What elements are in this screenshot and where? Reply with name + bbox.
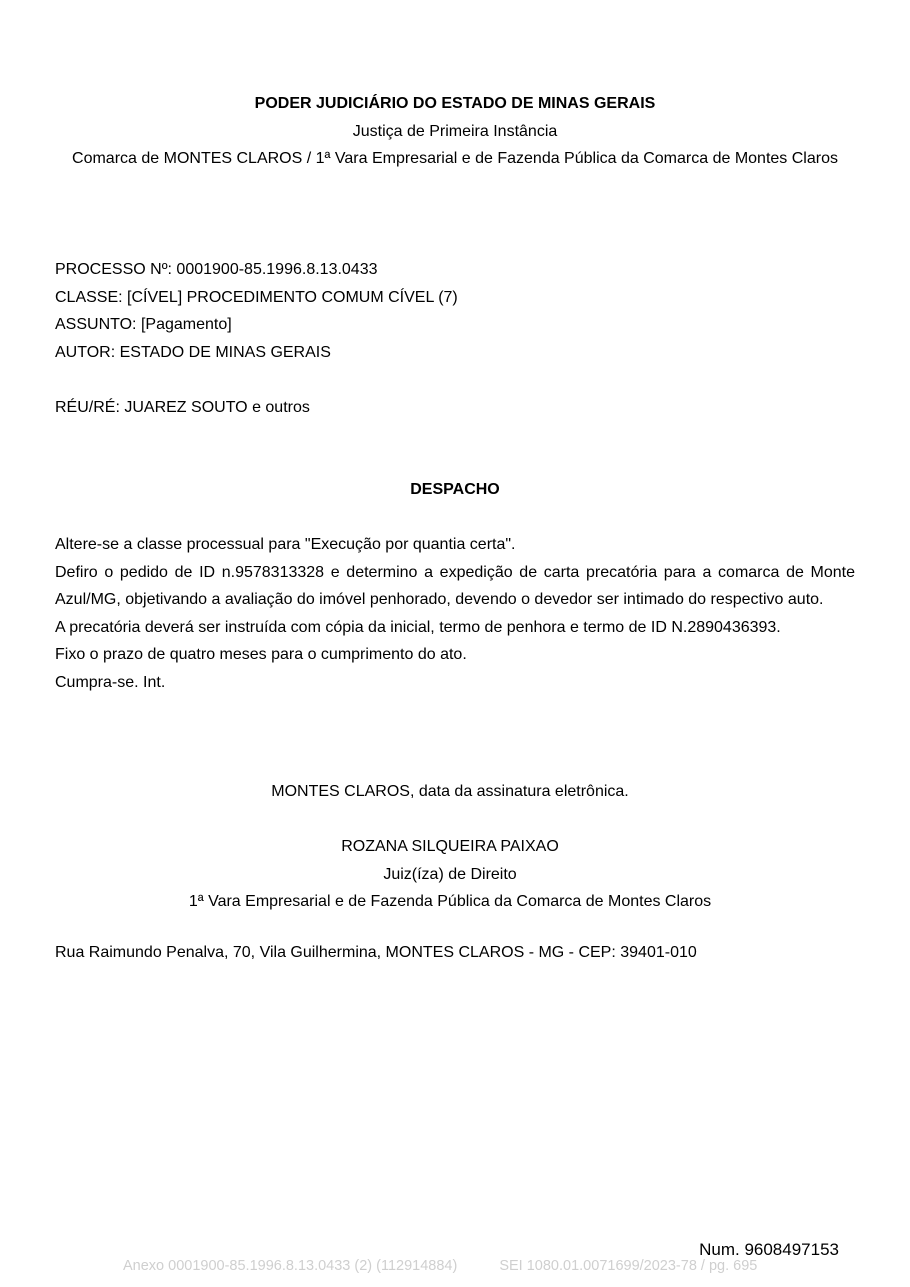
judge-name: ROZANA SILQUEIRA PAIXAO (341, 838, 559, 855)
footer-stamp (123, 1256, 757, 1276)
document-header (55, 90, 855, 173)
document-title: DESPACHO (410, 481, 500, 498)
court-instance: Justiça de Primeira Instância (352, 122, 558, 140)
signature-block (55, 778, 845, 916)
court-address: Rua Raimundo Penalva, 70, Vila Guilhermina, MONTES CLAROS - MG - CEP: 39401-010 (55, 944, 697, 961)
court-name: PODER JUDICIÁRIO DO ESTADO DE MINAS GERAIS (254, 95, 656, 112)
process-number: PROCESSO Nº: 0001900-85.1996.8.13.0433 (55, 261, 378, 278)
case-details (55, 256, 458, 421)
order-paragraph: Fixo o prazo de quatro meses para o cumprimento do ato. (55, 646, 467, 663)
case-defendant: RÉU/RÉ: JUAREZ SOUTO e outros (55, 398, 310, 416)
case-subject: ASSUNTO: [Pagamento] (55, 316, 232, 333)
order-paragraph: Altere-se a classe processual para "Execução por quantia certa". (55, 536, 516, 553)
judge-title: Juiz(íza) de Direito (383, 865, 517, 883)
place-date: MONTES CLAROS, data da assinatura eletrônica. (271, 783, 629, 800)
case-class: CLASSE: [CÍVEL] PROCEDIMENTO COMUM CÍVEL (7) (55, 288, 458, 306)
order-paragraph: A precatória deverá ser instruída com cópia da inicial, termo de penhora e termo de ID N.2890436393. (55, 618, 781, 636)
document-number: Num. 9608497153 (699, 1240, 839, 1259)
annex-reference: Anexo 0001900-85.1996.8.13.0433 (2) (112914884) (123, 1258, 458, 1274)
court-unit: 1ª Vara Empresarial e de Fazenda Pública da Comarca de Montes Claros (188, 893, 712, 910)
order-body (55, 531, 855, 696)
sei-reference: SEI 1080.01.0071699/2023-78 / pg. 695 (499, 1258, 758, 1274)
spacer (55, 366, 458, 394)
order-paragraph: Cumpra-se. Int. (55, 673, 166, 691)
court-district: Comarca de MONTES CLAROS / 1ª Vara Empresarial e de Fazenda Pública da Comarca de Montes Claros (72, 150, 838, 167)
case-plaintiff: AUTOR: ESTADO DE MINAS GERAIS (55, 343, 331, 361)
spacer (55, 806, 845, 834)
order-paragraph: Defiro o pedido de ID n.9578313328 e determino a expedição de carta precatória para a comarca de Monte Azul/MG, objetivando a avaliação do imóvel penhorado, devendo o devedor ser intimado do respectivo auto. (55, 563, 855, 608)
